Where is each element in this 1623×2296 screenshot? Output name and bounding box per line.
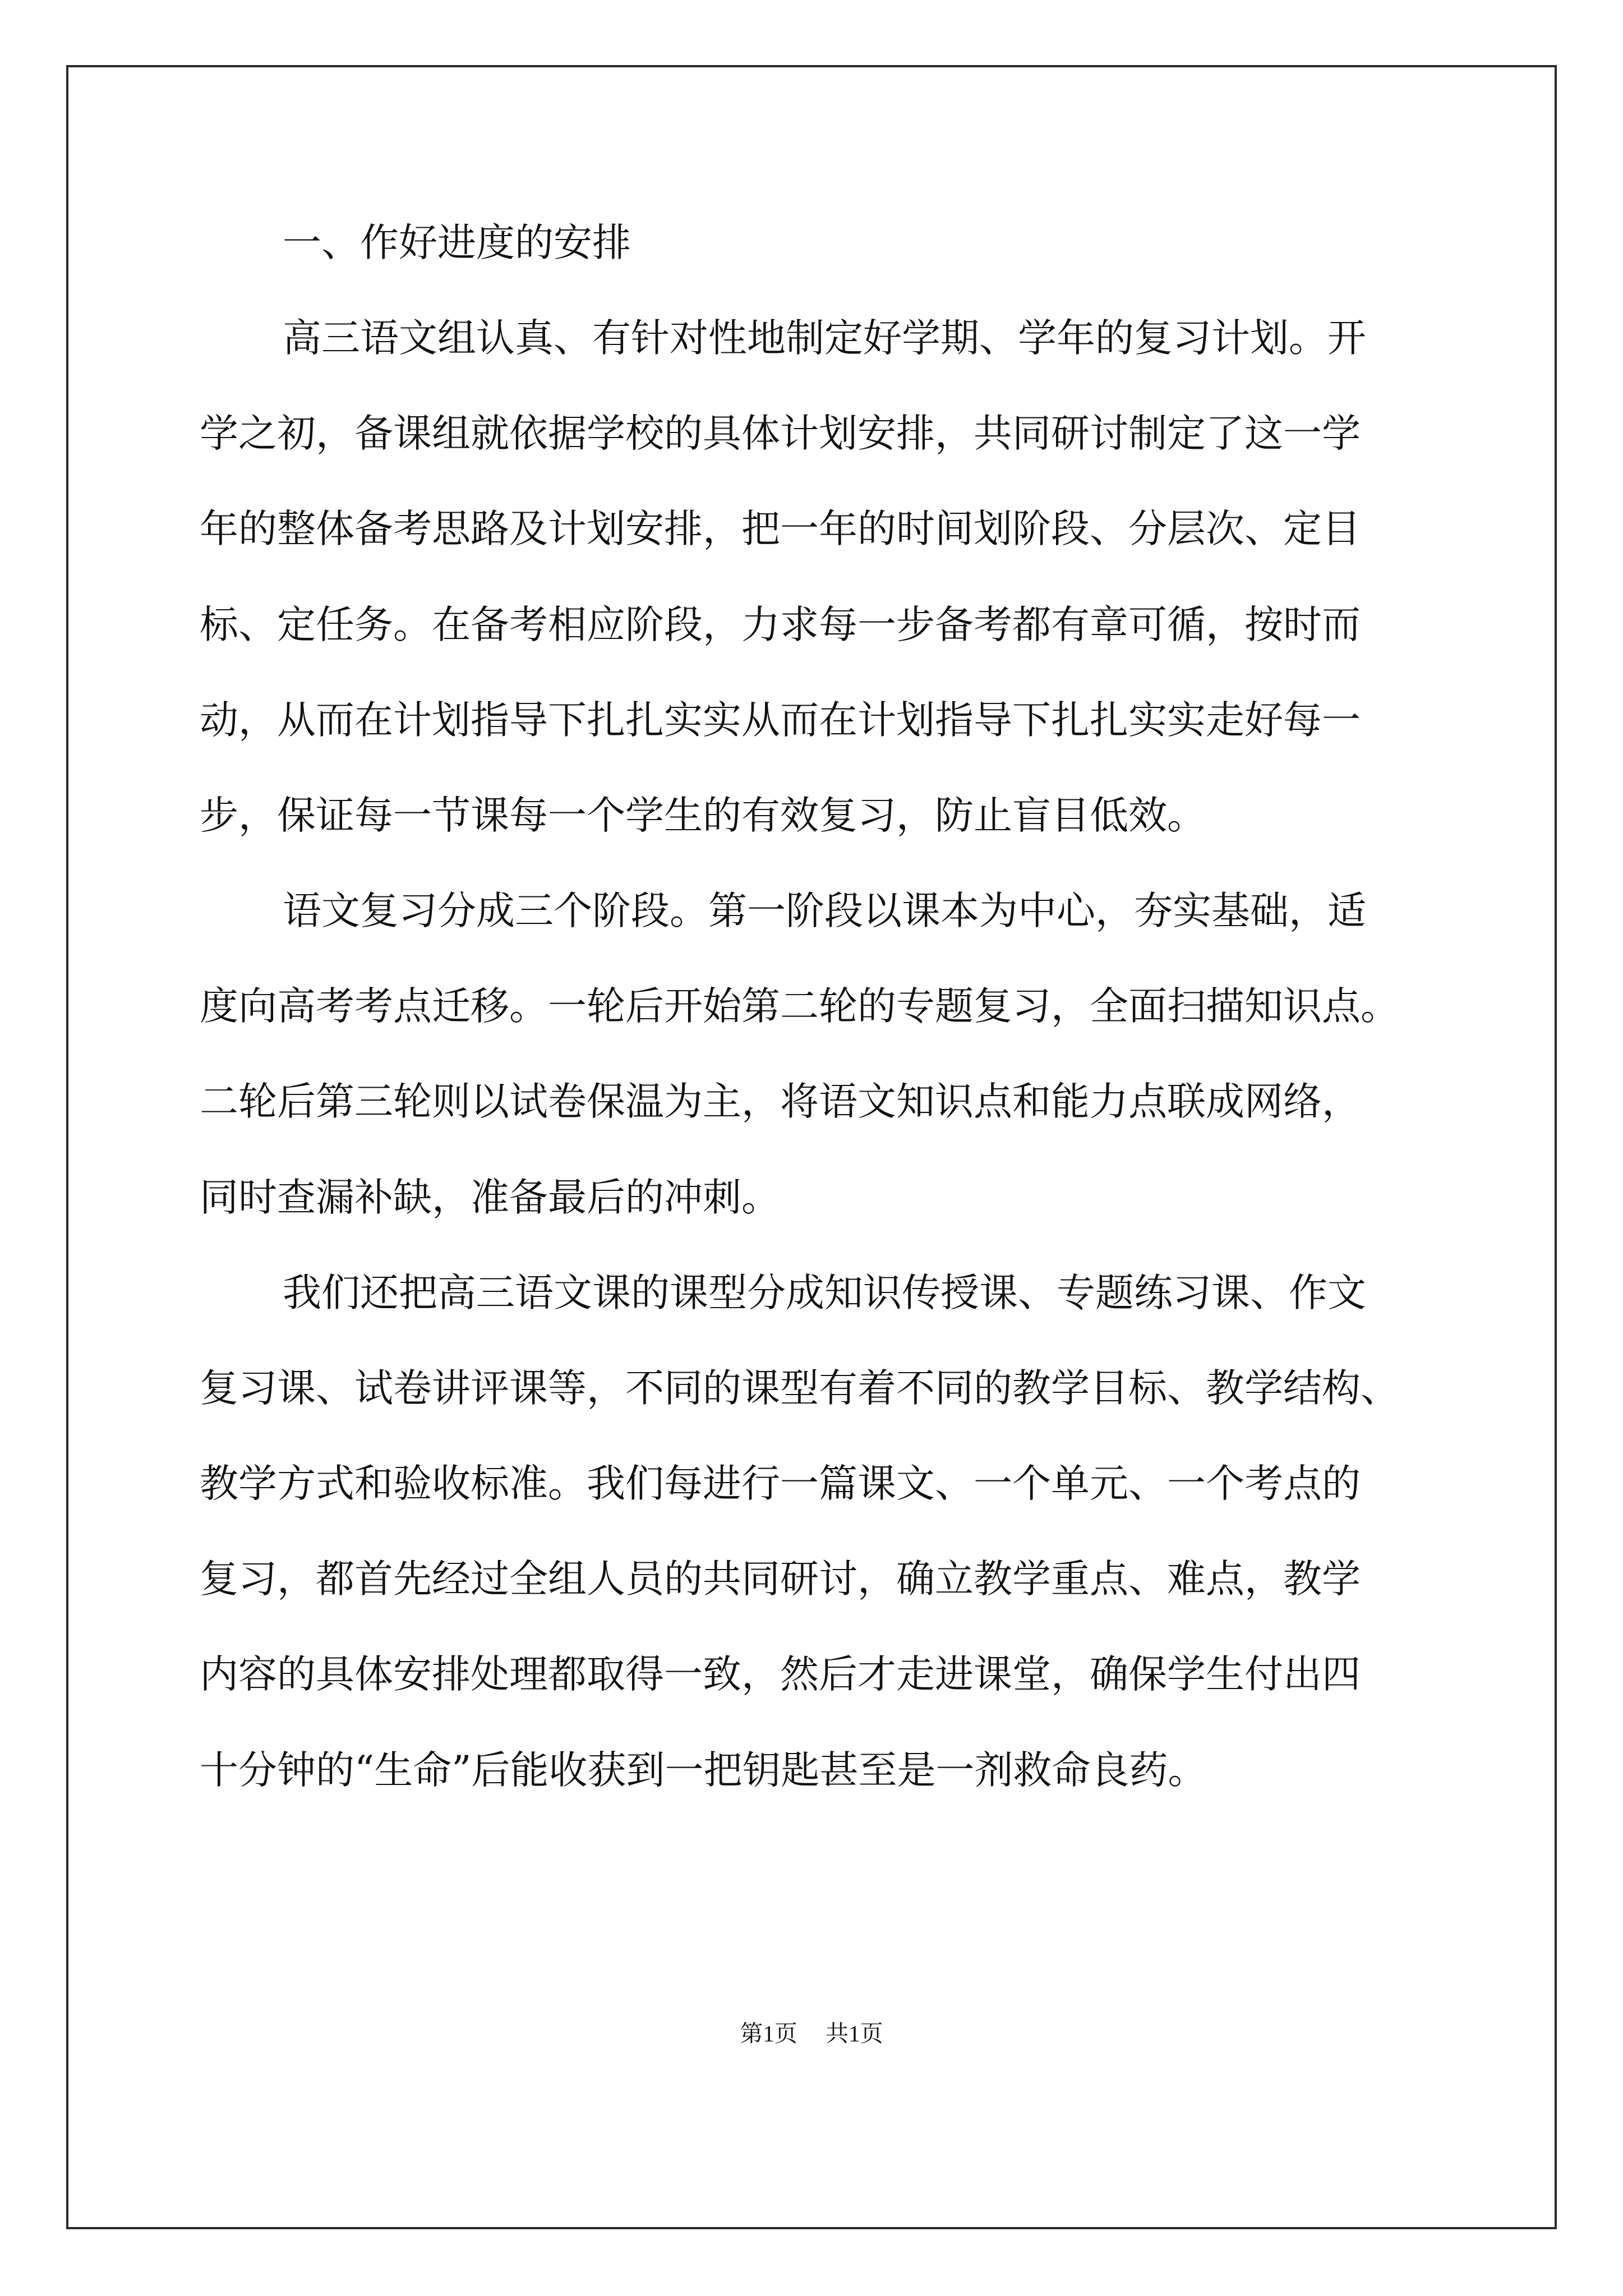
paragraph-2-line-4: 同时查漏补缺，准备最后的冲刺。 [200,1175,780,1220]
paragraph-2-line-3: 二轮后第三轮则以试卷保温为主，将语文知识点和能力点联成网络， [200,1079,1361,1124]
paragraph-3-line-2: 复习课、试卷讲评课等，不同的课型有着不同的教学目标、教学结构、 [200,1366,1399,1411]
paragraph-2-line-2: 度向高考考点迁移。一轮后开始第二轮的专题复习，全面扫描知识点。 [200,984,1399,1029]
page-number: 第1页 [740,2021,797,2046]
paragraph-1-line-6: 步，保证每一节课每一个学生的有效复习，防止盲目低效。 [200,793,1206,838]
paragraph-1-line-1: 高三语文组认真、有针对性地制定好学期、学年的复习计划。开 [283,316,1366,361]
section-heading: 一、作好进度的安排 [283,220,631,265]
paragraph-3-line-4: 复习，都首先经过全组人员的共同研讨，确立教学重点、难点，教学 [200,1557,1361,1602]
paragraph-1-line-5: 动，从而在计划指导下扎扎实实从而在计划指导下扎扎实实走好每一 [200,698,1361,743]
paragraph-3-line-6: 十分钟的“生命”后能收获到一把钥匙甚至是一剂救命良药。 [200,1748,1207,1793]
paragraph-3-line-3: 教学方式和验收标准。我们每进行一篇课文、一个单元、一个考点的 [200,1461,1361,1506]
paragraph-3-line-1: 我们还把高三语文课的课型分成知识传授课、专题练习课、作文 [283,1271,1366,1315]
paragraph-1-line-2: 学之初，备课组就依据学校的具体计划安排，共同研讨制定了这一学 [200,411,1361,456]
page-total: 共1页 [826,2021,883,2046]
paragraph-1-line-4: 标、定任务。在备考相应阶段，力求每一步备考都有章可循，按时而 [200,602,1361,647]
page-border [66,65,1557,2229]
paragraph-2-line-1: 语文复习分成三个阶段。第一阶段以课本为中心，夯实基础，适 [283,889,1366,933]
paragraph-1-line-3: 年的整体备考思路及计划安排，把一年的时间划阶段、分层次、定目 [200,507,1361,551]
paragraph-3-line-5: 内容的具体安排处理都取得一致，然后才走进课堂，确保学生付出四 [200,1652,1361,1697]
page-footer [0,2019,1623,2047]
